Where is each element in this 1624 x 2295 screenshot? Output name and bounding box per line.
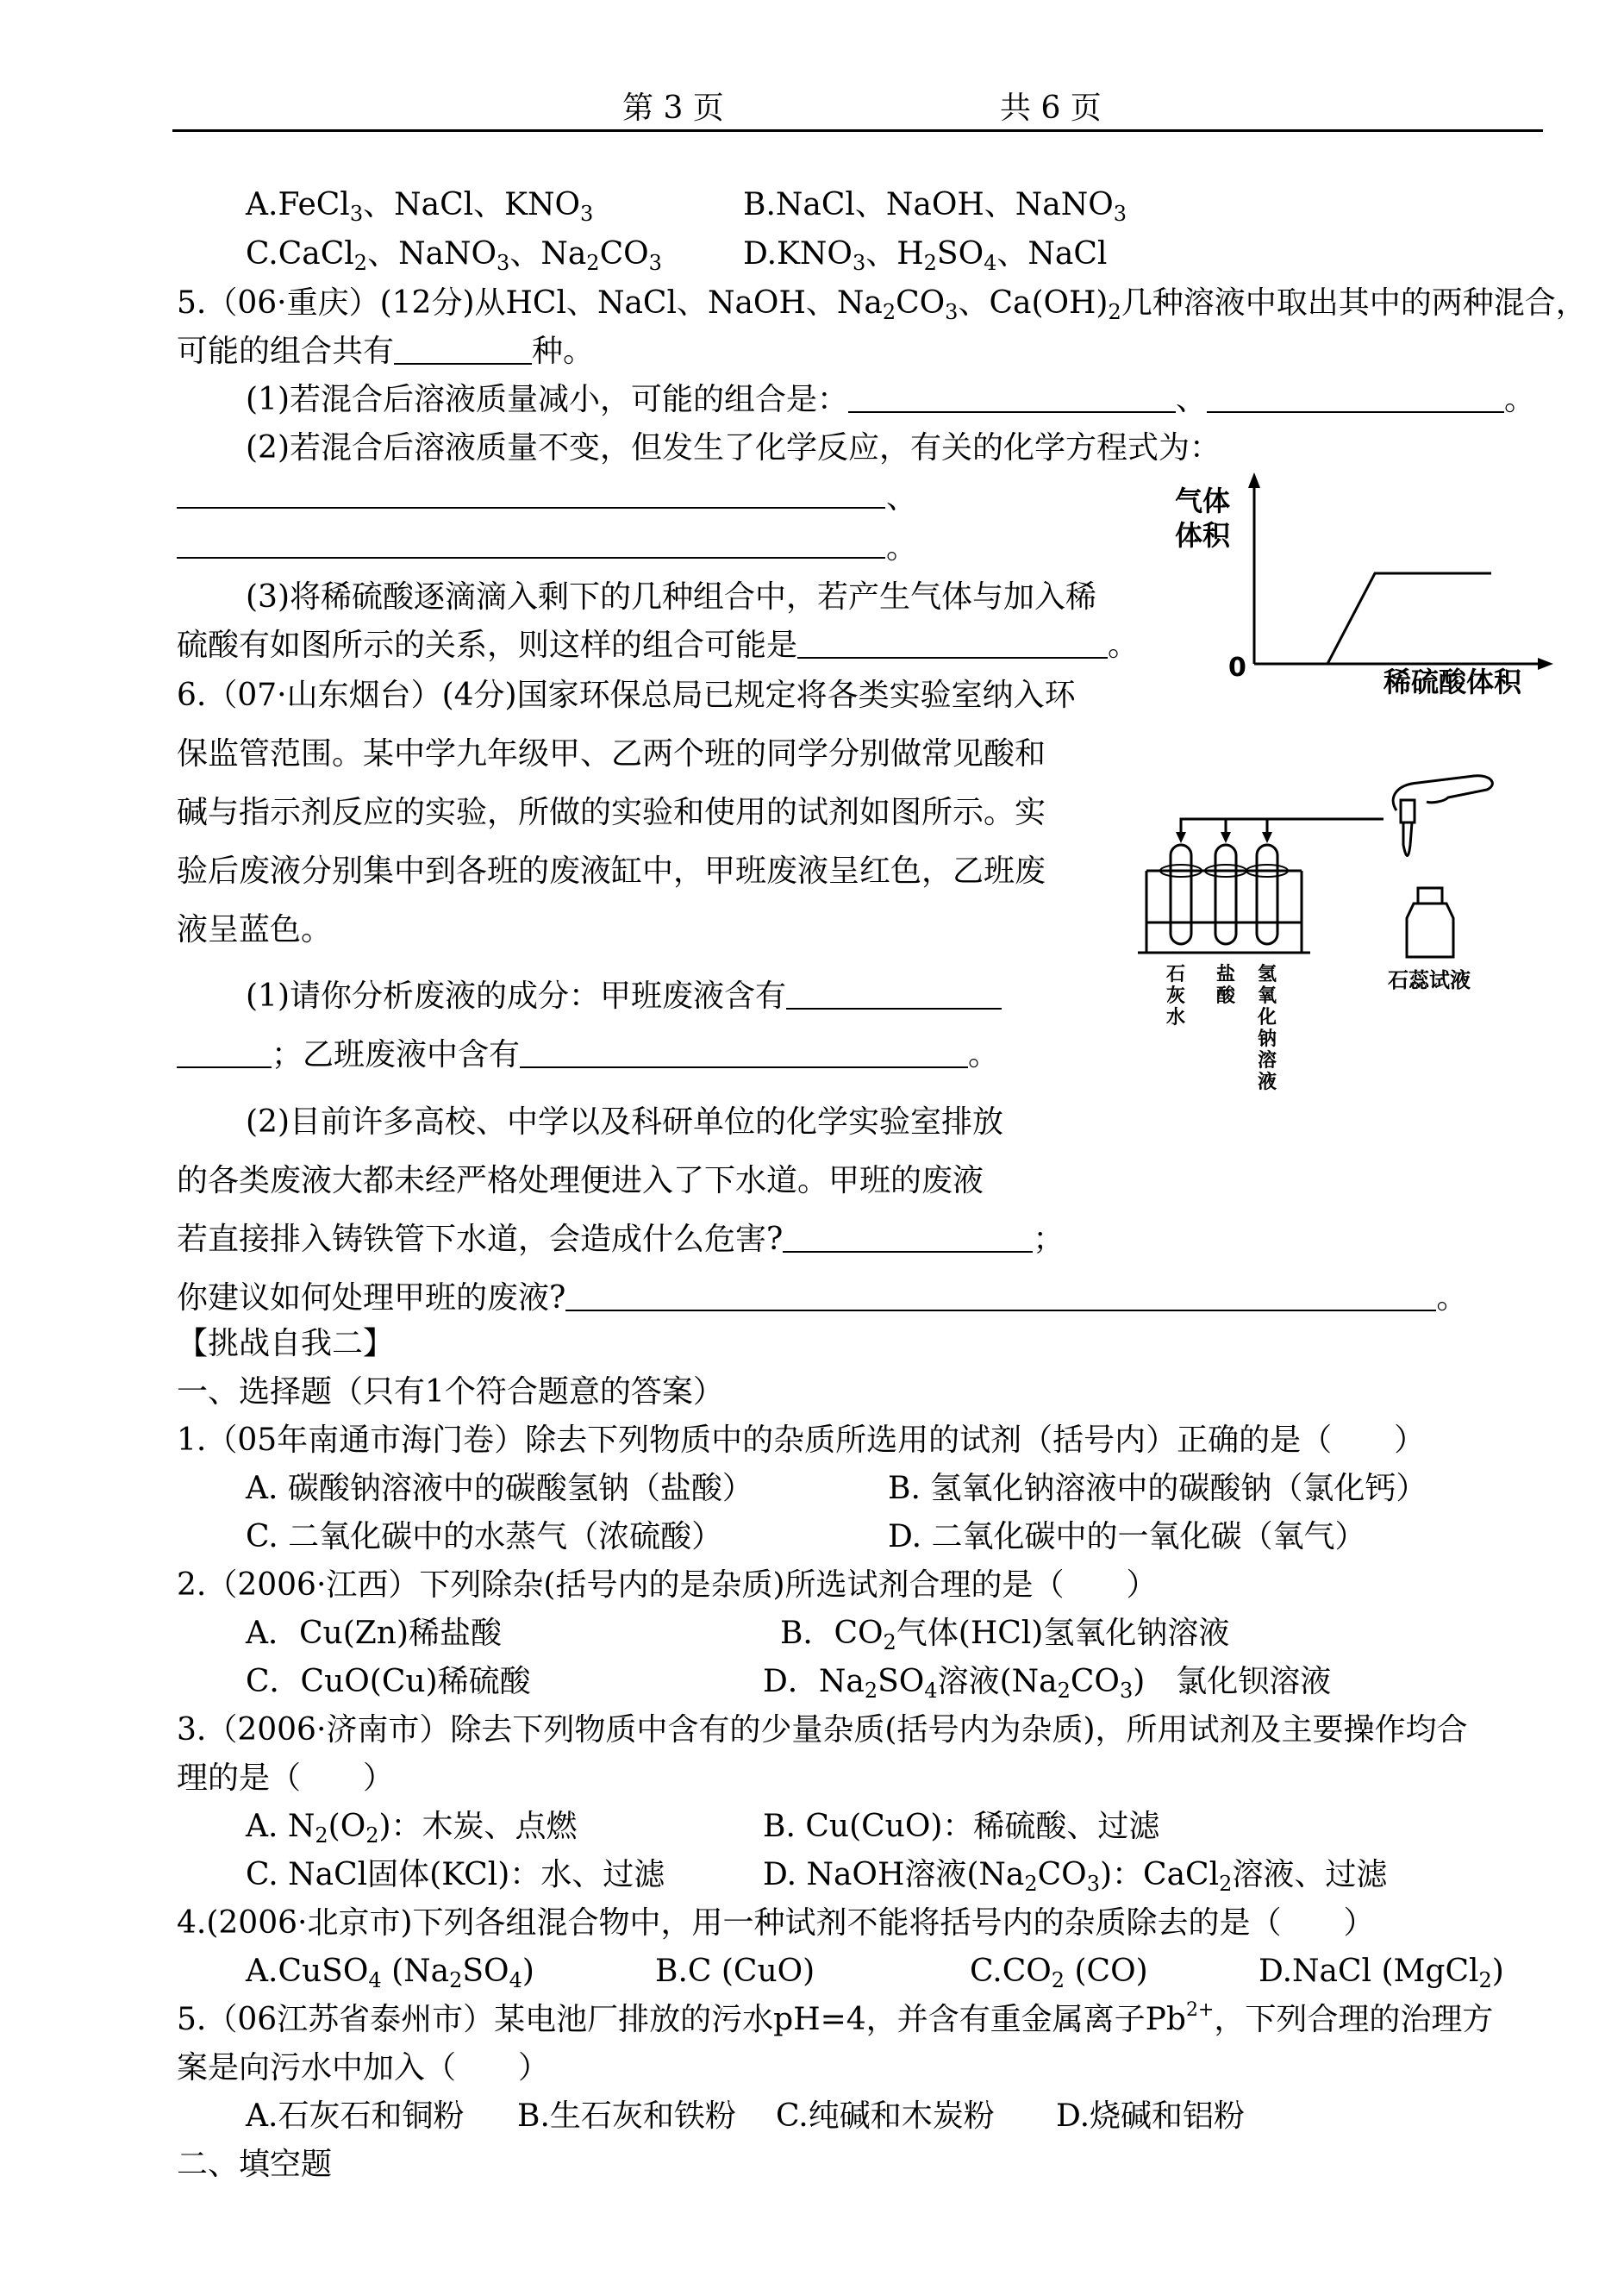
dropper-icon [1401,800,1415,822]
answer-blank[interactable] [783,1225,1033,1253]
gas-curve [1327,573,1491,664]
tube-label-hydrochloric-acid: 盐酸 [1215,964,1235,1007]
answer-blank[interactable] [797,631,1108,659]
answer-blank[interactable] [848,385,1176,413]
challenge-q4-option-a: A.CuSO$_4$ $(Na_2SO_4)$ [246,1954,534,1992]
challenge-q3-option-d: D. NaOH溶液$(Na_2CO_3)$：CaCl$_2$溶液、过滤 [763,1857,1388,1896]
challenge-q2-option-c: C．CuO(Cu)稀硫酸 [246,1664,531,1699]
q4-option-b: B.NaCl、NaOH、NaNO$_3$ [743,187,1127,226]
challenge-q5-option-b: B.生石灰和铁粉 [517,2098,736,2134]
challenge-q5-option-c: C.纯碱和木炭粉 [776,2098,995,2134]
q4-option-c: C.CaCl$_2$、NaNO$_3$、$Na_2CO_3$ [246,236,662,275]
challenge-q1-option-a: A. 碳酸钠溶液中的碳酸氢钠（盐酸） [246,1471,753,1506]
answer-blank[interactable] [565,1284,1436,1311]
q6-line5: 液呈蓝色。 [177,912,333,947]
q4-option-d: $D.KNO_3$、$H_2SO_4$、NaCl [743,236,1108,275]
q6-line2: 保监管范围。某中学九年级甲、乙两个班的同学分别做常见酸和 [177,736,1046,772]
section-title: 【挑战自我二】 [177,1326,395,1361]
reagent-bottle-icon [1407,888,1453,957]
challenge-q5-line2: 案是向污水中加入（ ） [177,2050,550,2086]
q5-part1: (1)若混合后溶液质量减小，可能的组合是： 、 。 [246,382,1536,417]
page-number: 第 3 页 [622,91,724,126]
q6-part2-line3: 若直接排入铸铁管下水道，会造成什么危害? ； [177,1222,1065,1257]
q6-part1-line1: (1)请你分析废液的成分：甲班废液含有 [246,981,1002,1012]
graph-x-label: 稀硫酸体积 [1384,666,1522,698]
graph-y-label-1: 气体 [1175,485,1231,517]
challenge-q1-option-b: B. 氢氧化钠溶液中的碳酸钠（氯化钙） [888,1471,1427,1506]
challenge-q5-option-a: A.石灰石和铜粉 [246,2098,465,2134]
tube-label-limewater: 石灰水 [1165,964,1185,1029]
challenge-q4-option-b: B.C (CuO) [655,1954,815,1989]
q6-part2-line4: 你建议如何处理甲班的废液? 。 [177,1280,1468,1316]
answer-line[interactable] [177,557,885,559]
challenge-q4-option-d: D.NaCl (MgCl$_2$) [1259,1954,1504,1992]
q6-line1: 6.（07·山东烟台）(4分)国家环保总局已规定将各类实验室纳入环 [177,678,1076,713]
answer-blank[interactable] [394,337,532,365]
challenge-q3-option-c: C. NaCl固体(KCl)：水、过滤 [246,1857,665,1892]
q6-line3: 碱与指示剂反应的实验，所做的实验和使用的试剂如图所示。实 [177,795,1046,830]
test-tube-icon [1160,845,1202,944]
challenge-q4: 4.(2006·北京市)下列各组混合物中，用一种试剂不能将括号内的杂质除去的是（ ） [177,1905,1375,1941]
test-tube-icon [1246,845,1288,944]
answer-line[interactable] [177,507,885,509]
challenge-q1: 1.（05年南通市海门卷）除去下列物质中的杂质所选用的试剂（括号内）正确的是（ ） [177,1423,1426,1458]
section-heading-choice: 一、选择题（只有1个符合题意的答案） [177,1374,724,1410]
answer-blank[interactable] [786,982,1002,1010]
challenge-q3-option-b: B. Cu(CuO)：稀硫酸、过滤 [763,1809,1160,1844]
q6-line4: 验后废液分别集中到各班的废液缸中，甲班废液呈红色，乙班废 [177,854,1046,889]
q6-part2-line2: 的各类废液大都未经严格处理便进入了下水道。甲班的废液 [177,1163,984,1198]
test-tube-icon [1205,845,1246,944]
graph-origin: 0 [1228,653,1246,683]
section-heading-fill: 二、填空题 [177,2147,333,2182]
q5-part2-sep: 、 [886,480,918,516]
answer-blank[interactable] [520,1041,968,1068]
lab-apparatus-figure [1129,750,1577,1009]
challenge-q4-option-c: $C.CO_2$ (CO) [970,1954,1148,1992]
q5-line2: 可能的组合共有 种。 [177,334,595,369]
challenge-q3-line2: 理的是（ ） [177,1760,395,1796]
bottle-label-litmus: 石蕊试液 [1388,968,1471,992]
answer-blank[interactable] [177,1041,272,1068]
challenge-q2-option-b: B．$CO_2$气体(HCl)氢氧化钠溶液 [780,1616,1230,1654]
challenge-q2-option-a: A．Cu(Zn)稀盐酸 [246,1616,503,1651]
total-pages: 共 6 页 [1000,91,1102,126]
q4-option-a: A.FeCl$_3$、NaCl、$KNO_3$ [246,187,594,226]
q5-part3-line1: (3)将稀硫酸逐滴滴入剩下的几种组合中，若产生气体与加入稀 [246,579,1096,615]
graph-y-label-2: 体积 [1175,519,1231,552]
challenge-q3-option-a: A. $N_2(O_2)$：木炭、点燃 [246,1809,578,1848]
challenge-q1-option-d: D. 二氧化碳中的一氧化碳（氧气） [888,1519,1366,1554]
challenge-q2: 2.（2006·江西）下列除杂(括号内的是杂质)所选试剂合理的是（ ） [177,1567,1158,1603]
q5-part2-end: 。 [886,530,918,566]
q6-part1-line2: ；乙班废液中含有 。 [177,1040,999,1071]
header-divider [172,129,1543,132]
q6-part2-line1: (2)目前许多高校、中学以及科研单位的化学实验室排放 [246,1104,1003,1140]
hand-icon [1393,776,1492,810]
q5-part2: (2)若混合后溶液质量不变，但发生了化学反应，有关的化学方程式为： [246,430,1221,466]
q5-part3-line2: 硫酸有如图所示的关系，则这样的组合可能是 。 [177,628,1140,663]
challenge-q3-line1: 3.（2006·济南市）除去下列物质中含有的少量杂质(括号内为杂质)，所用试剂及主要操作均合 [177,1712,1468,1748]
challenge-q2-option-d: D．$Na_2SO_4$溶液$(Na_2CO_3)$ 氯化钡溶液 [763,1664,1332,1703]
tube-label-sodium-hydroxide: 氢氧化钠溶液 [1257,964,1277,1093]
challenge-q1-option-c: C. 二氧化碳中的水蒸气（浓硫酸） [246,1519,723,1554]
challenge-q5-option-d: D.烧碱和铝粉 [1056,2098,1246,2134]
answer-blank[interactable] [1207,385,1504,413]
q5-line1: 5.（06·重庆）(12分)从HCl、NaCl、NaOH、$Na_2CO_3$、$Ca(OH)_2$几种溶液中取出其中的两种混合， [177,285,1587,324]
challenge-q5-line1: 5.（06江苏省泰州市）某电池厂排放的污水pH=4，并含有重金属离子$Pb^{2+}$，下列合理的治理方 [177,1999,1494,2037]
